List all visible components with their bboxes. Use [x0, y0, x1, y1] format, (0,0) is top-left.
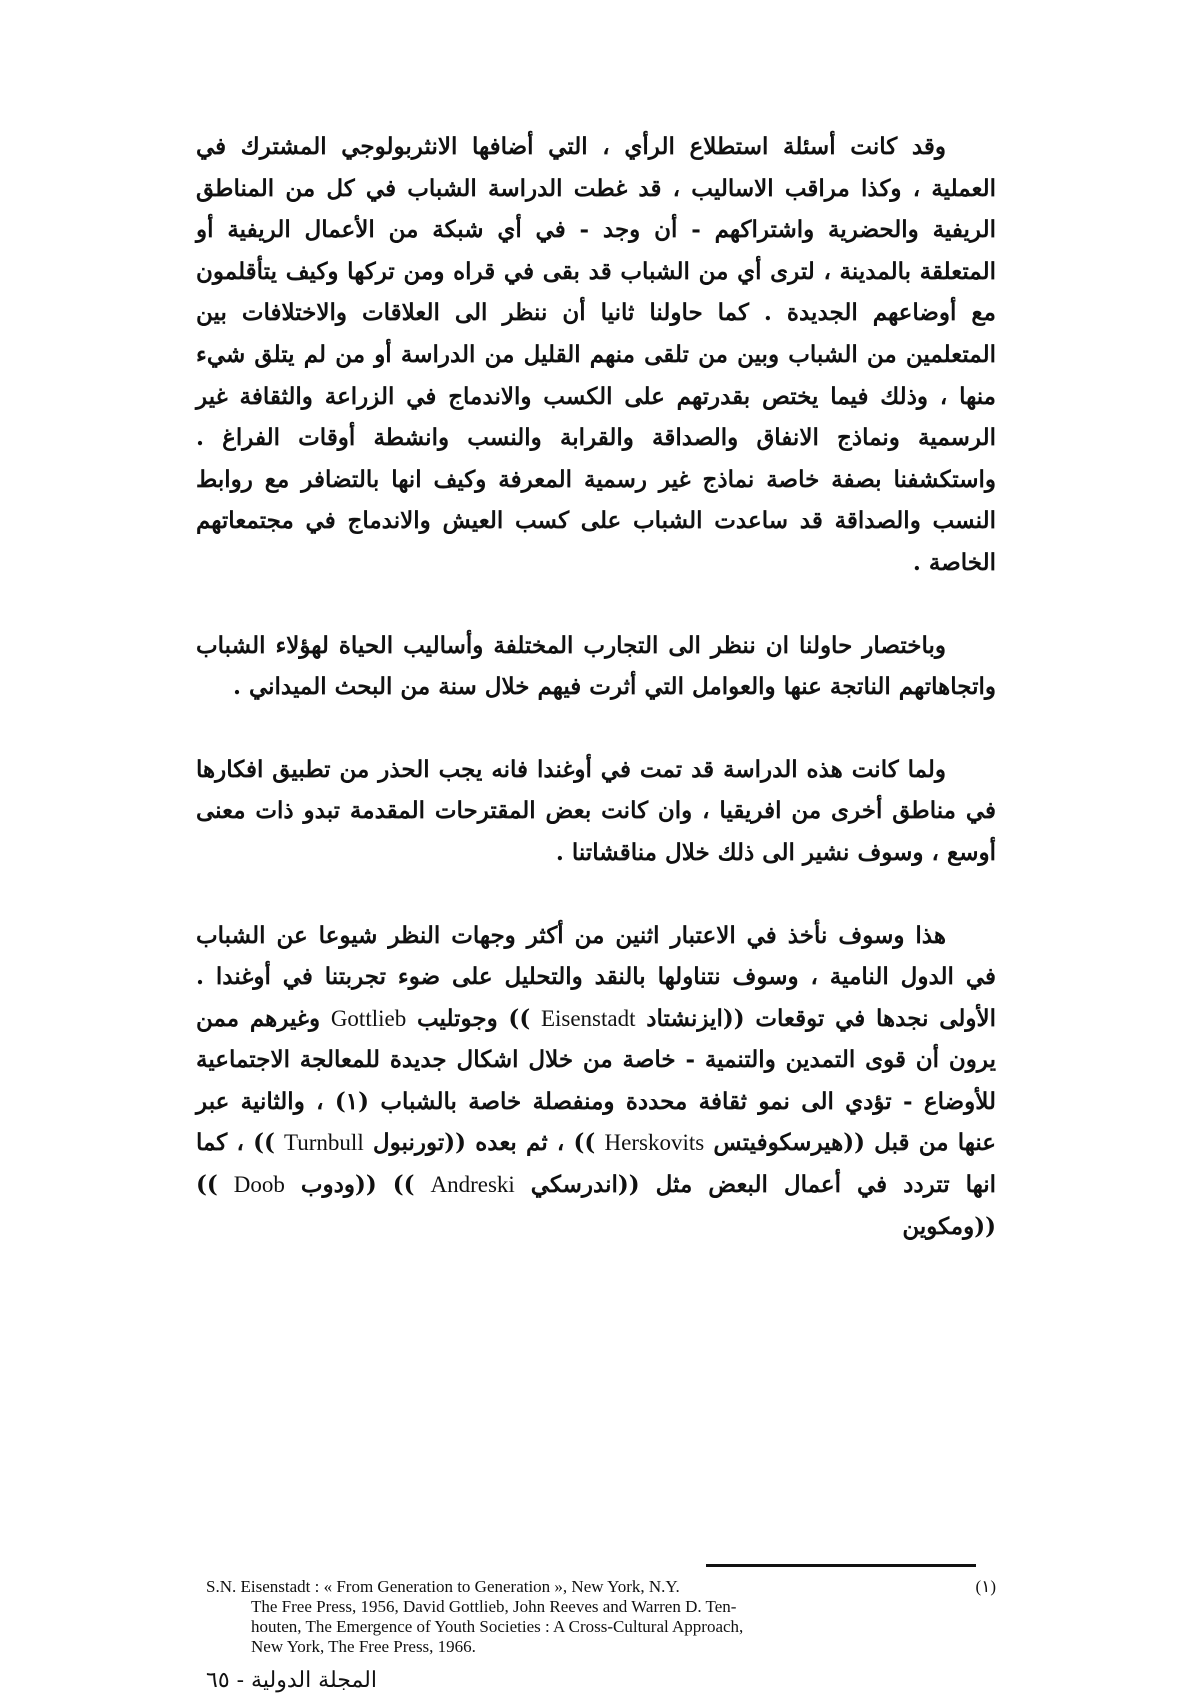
latin-name-turnbull: Turnbull: [284, 1130, 364, 1156]
paragraph-4-part-7: )) ((ومكوين: [196, 1171, 996, 1240]
paragraph-4-part-2: )) وجوتليب: [416, 1004, 531, 1032]
latin-name-andreski: Andreski: [430, 1172, 515, 1198]
paragraph-2: وباختصار حاولنا ان ننظر الى التجارب المختلفة وأساليب الحياة لهؤلاء الشباب واتجاهاتهم الناتجة عنها والعوامل التي أثرت فيهم خلال سنة من البحث الميداني .: [196, 631, 996, 701]
paragraph-3: ولما كانت هذه الدراسة قد تمت في أوغندا فانه يجب الحذر من تطبيق افكارها في مناطق أخرى من افريقيا ، وان كانت بعض المقترحات المقدمة تبدو ذات معنى أوسع ، وسوف نشير الى ذلك خلال مناقشاتنا .: [196, 755, 996, 866]
paragraph-4-part-3: وغيرهم ممن يرون أن قوى التمدين والتنمية - خاصة من خلال اشكال جديدة للمعالجة الاجتماعية للأوضاع - تؤدي الى نمو ثقافة محددة ومنفصلة خاصة بالشباب (١) ، والثانية عبر عنها من قبل ((هيرسكوفيتس: [196, 1004, 997, 1157]
footnote-line-1: S.N. Eisenstadt : « From Generation to Generation », New York, N.Y.: [206, 1577, 680, 1596]
article-body: [196, 126, 996, 1247]
paragraph-4-part-4: )) ، ثم بعده ((تورنبول: [372, 1129, 596, 1157]
footnote-line-4: New York, The Free Press, 1966.: [251, 1637, 476, 1656]
paragraph-4-part-5: )) ، كما انها تتردد في أعمال البعض مثل ((اندرسكي: [196, 1129, 997, 1199]
paragraph-1: وقد كانت أسئلة استطلاع الرأي ، التي أضافها الانثربولوجي المشترك في العملية ، وكذا مراقب الاساليب ، قد غطت الدراسة الشباب في كل من المناطق الريفية والحضرية واشتراكهم - أن وجد - في أي شبكة من الأعمال الريفية أو المتعلقة بالمدينة ، لترى أي من الشباب قد بقى في قراه ومن تركها وكيف يتأقلمون مع أوضاعهم الجديدة . كما حاولنا ثانيا أن ننظر الى العلاقات والاختلافات بين المتعلمين من الشباب وبين من تلقى منهم القليل من الدراسة أو من لم يتلق شيء منها ، وذلك فيما يختص بقدرتهم على الكسب والاندماج في الزراعة والثقافة غير الرسمية ونماذج الانفاق والصداقة والقرابة والنسب وانشطة أوقات الفراغ . واستكشفنا بصفة خاصة نماذج غير رسمية المعرفة وكيف انها بالتضافر مع روابط النسب والصداقة قد ساعدت الشباب على كسب العيش والاندماج في مجتمعاتهم الخاصة .: [196, 133, 996, 576]
footnote: [206, 1577, 996, 1657]
page-footer: المجلة الدولية - ٦٥: [206, 1668, 377, 1693]
footnote-line-3: houten, The Emergence of Youth Societies : A Cross-Cultural Approach,: [251, 1617, 744, 1636]
paragraph-4: [196, 915, 996, 1248]
footnote-divider: [706, 1564, 976, 1567]
latin-name-eisenstadt: Eisenstadt: [540, 1005, 636, 1031]
latin-name-doob: Doob: [233, 1172, 285, 1198]
footnote-line-2: The Free Press, 1956, David Gottlieb, John Reeves and Warren D. Ten-: [251, 1597, 737, 1616]
latin-name-herskovits: Herskovits: [604, 1130, 705, 1156]
paragraph-4-part-6: )) ((ودوب: [300, 1171, 415, 1199]
footnote-number: (١): [975, 1577, 996, 1596]
paragraph-4-part-1: هذا وسوف نأخذ في الاعتبار اثنين من أكثر وجهات النظر شيوعا عن الشباب في الدول النامية ، وسوف نتناولها بالنقد والتحليل على ضوء تجربتنا في أوغندا . الأولى نجدها في توقعات ((ايزنشتاد: [196, 921, 996, 1032]
latin-name-gottlieb: Gottlieb: [330, 1005, 407, 1031]
